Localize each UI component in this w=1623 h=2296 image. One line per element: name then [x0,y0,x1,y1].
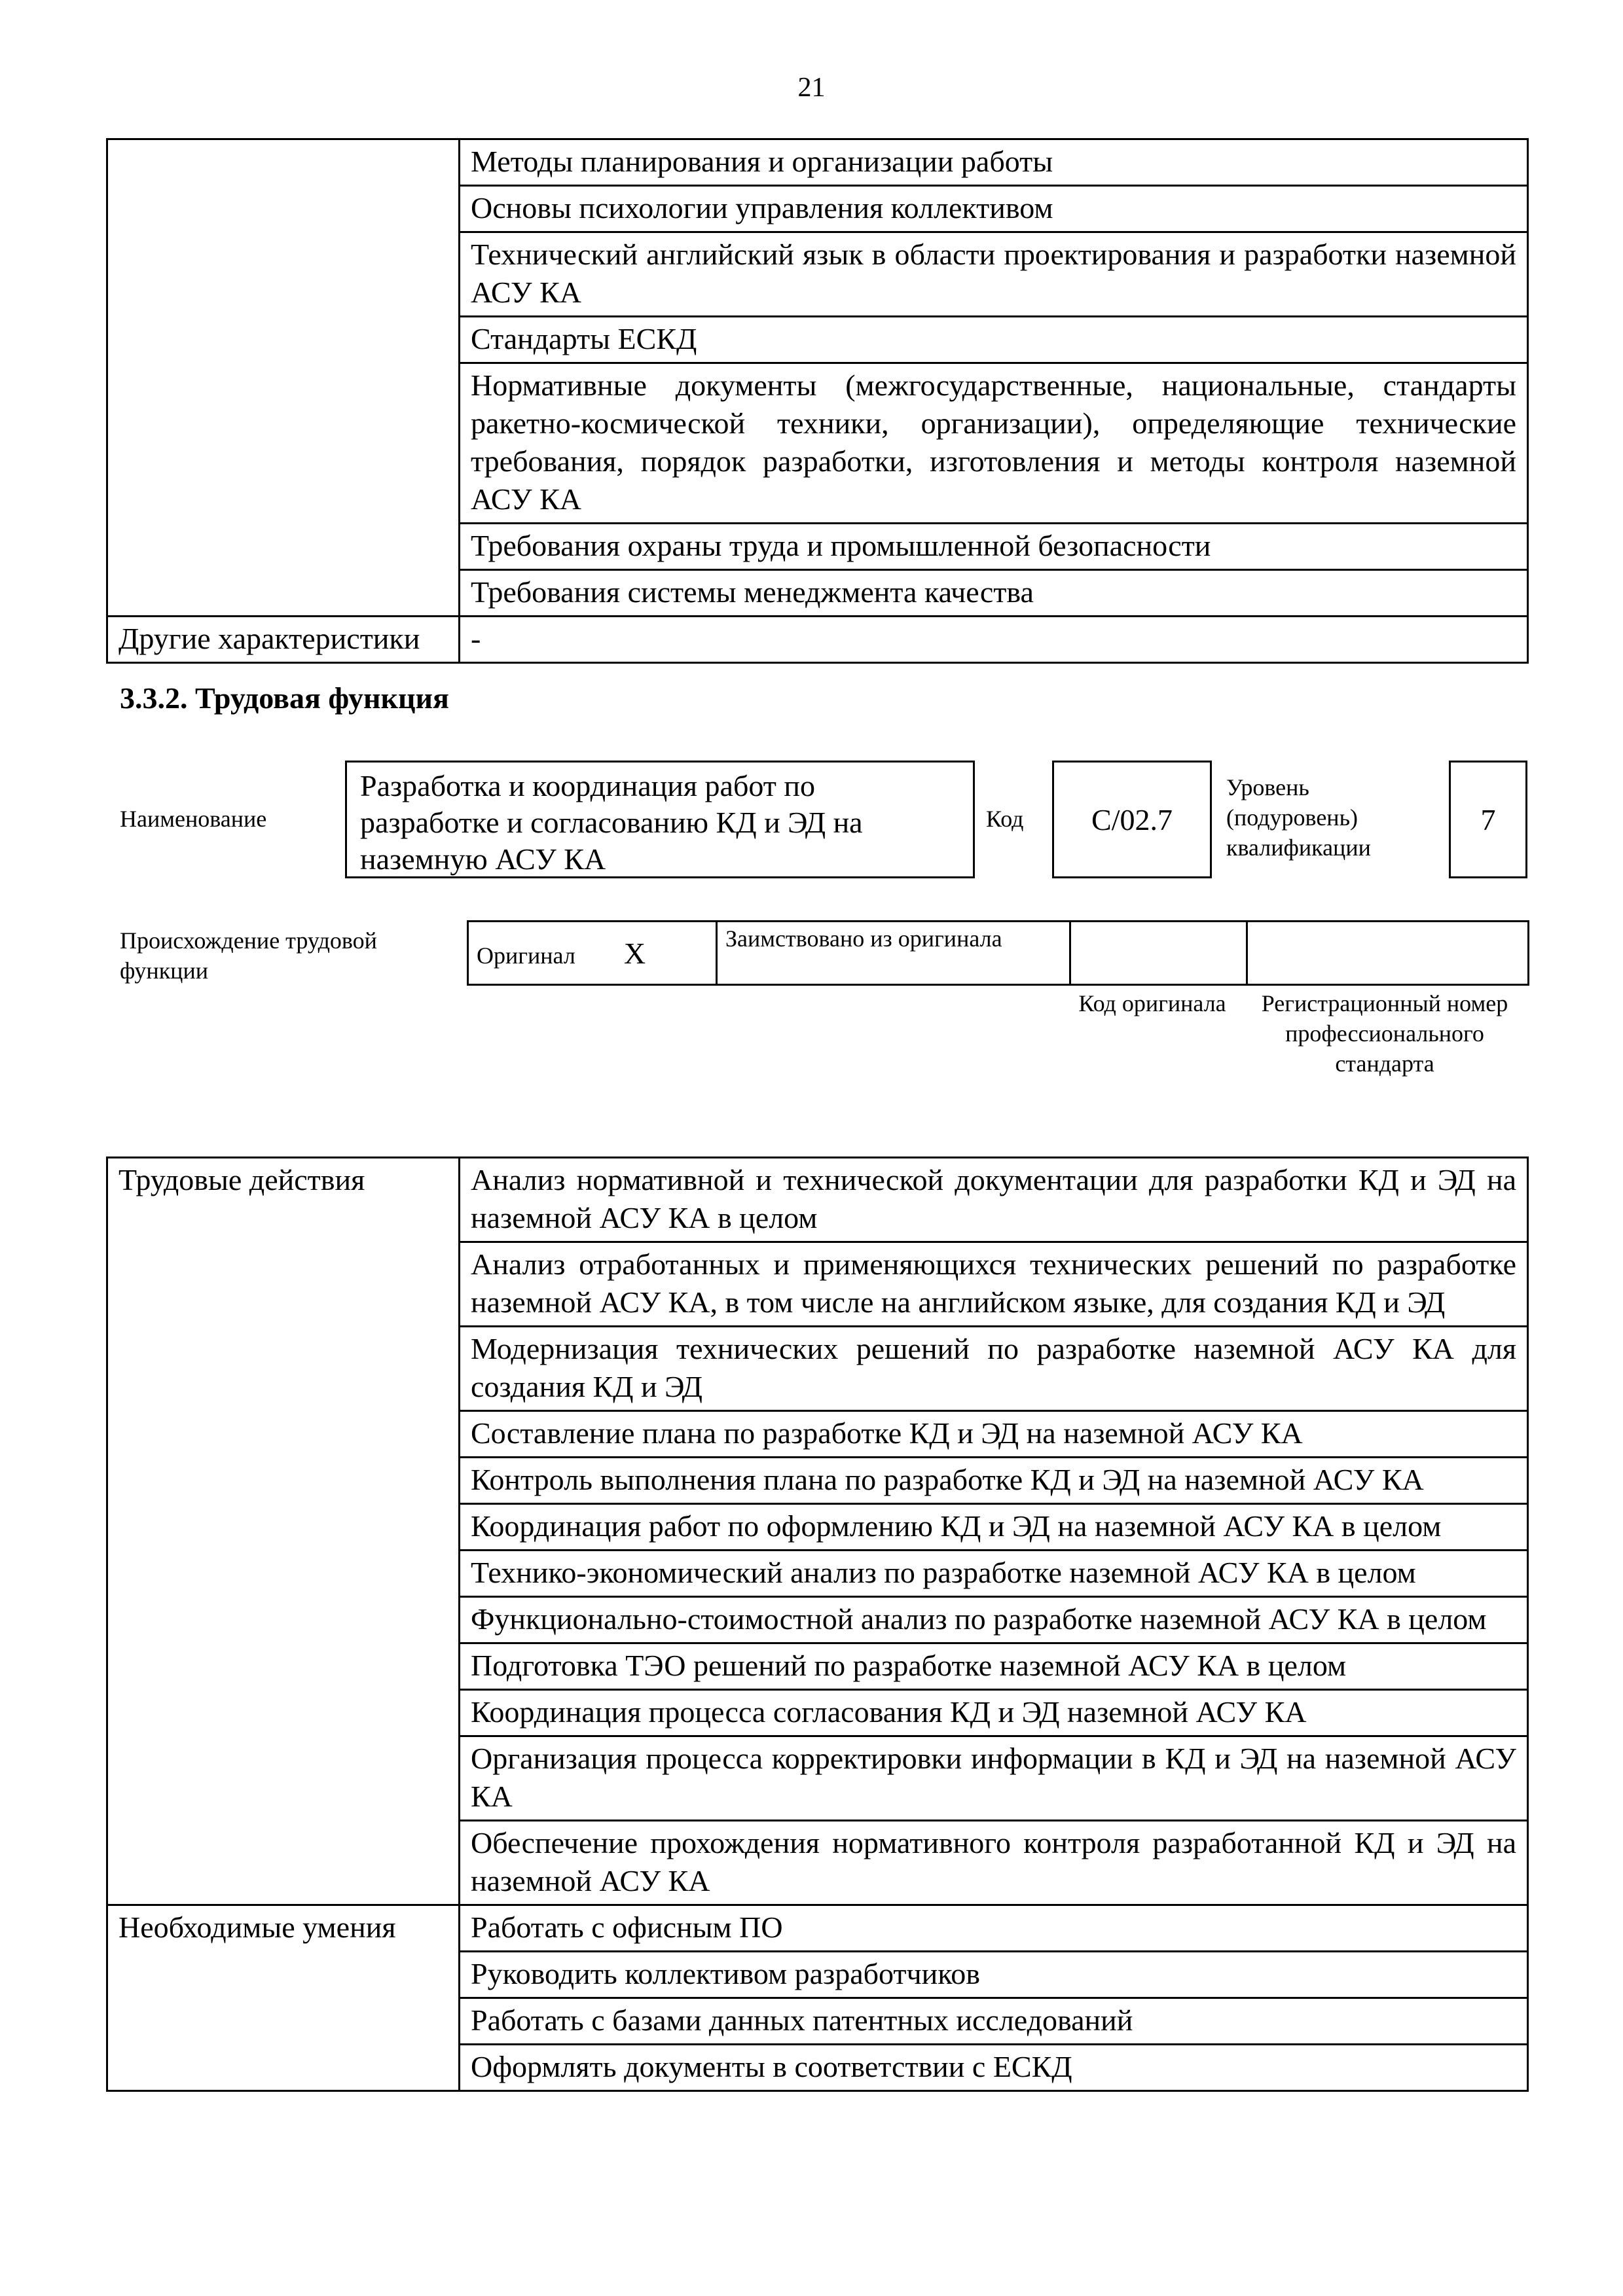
action-item: Координация процесса согласования КД и ЭД наземной АСУ КА [460,1690,1528,1736]
function-name-box [345,761,975,878]
action-item: Контроль выполнения плана по разработке КД и ЭД на наземной АСУ КА [460,1458,1528,1504]
code-value: C/02.7 [1091,802,1173,836]
action-item: Модернизация технических решений по разработке наземной АСУ КА для создания КД и ЭД [460,1327,1528,1411]
action-item: Анализ нормативной и технической документации для разработки КД и ЭД на наземной АСУ КА в целом [460,1158,1528,1242]
level-value: 7 [1480,802,1496,836]
original-cell [468,922,717,985]
code-label: Код [986,806,1024,832]
action-item: Обеспечение прохождения нормативного контроля разработанной КД и ЭД на наземной АСУ КА [460,1821,1528,1905]
original-label: Оригинал [477,942,575,969]
level-label: Уровень (подуровень) квалификации [1226,774,1371,861]
table-row [468,922,1529,985]
empty-label-cell [107,139,460,617]
other-characteristics-value: - [460,617,1528,663]
knowledge-item: Основы психологии управления коллективом [460,186,1528,232]
action-item: Координация работ по оформлению КД и ЭД на наземной АСУ КА в целом [460,1504,1528,1551]
section-title: 3.3.2. Трудовая функция [120,681,449,715]
knowledge-table [106,138,1529,664]
actions-label: Трудовые действия [107,1158,460,1905]
function-name-value: Разработка и координация работ по разработке и согласованию КД и ЭД на наземную АСУ КА [360,769,863,876]
skill-item: Руководить коллективом разработчиков [460,1952,1528,1998]
table-row [107,1905,1528,1952]
table-row [107,139,1528,186]
origin-label: Происхождение трудовой функции [120,927,377,984]
skill-item: Работать с базами данных патентных исследований [460,1998,1528,2045]
name-label: Наименование [120,806,267,832]
knowledge-item: Стандарты ЕСКД [460,317,1528,363]
table-row [107,617,1528,663]
origin-table [467,920,1529,986]
page-number: 21 [797,73,826,103]
original-mark: X [623,936,646,970]
registration-caption: Регистрационный номер профессионального стандарта [1261,990,1508,1077]
borrowed-label: Заимствовано из оригинала [717,922,1070,985]
level-box [1449,761,1527,878]
actions-table [106,1157,1529,2092]
action-item: Составление плана по разработке КД и ЭД на наземной АСУ КА [460,1411,1528,1458]
knowledge-item: Нормативные документы (межгосударственные, национальные, стандарты ракетно-космической техники, организации), определяющие технические требования, порядок разработки, изготовления и методы контроля наземной АСУ КА [460,363,1528,524]
skill-item: Работать с офисным ПО [460,1905,1528,1952]
action-item: Подготовка ТЭО решений по разработке наземной АСУ КА в целом [460,1643,1528,1690]
other-characteristics-label: Другие характеристики [107,617,460,663]
skills-label: Необходимые умения [107,1905,460,2091]
action-item: Анализ отработанных и применяющихся технических решений по разработке наземной АСУ КА, в том числе на английском языке, для создания КД и ЭД [460,1242,1528,1327]
action-item: Организация процесса корректировки информации в КД и ЭД на наземной АСУ КА [460,1736,1528,1821]
original-code-cell [1070,922,1247,985]
skill-item: Оформлять документы в соответствии с ЕСКД [460,2045,1528,2091]
table-row [107,1158,1528,1242]
action-item: Технико-экономический анализ по разработке наземной АСУ КА в целом [460,1551,1528,1597]
registration-number-cell [1247,922,1529,985]
code-caption: Код оригинала [1078,990,1226,1016]
action-item: Функционально-стоимостной анализ по разработке наземной АСУ КА в целом [460,1597,1528,1643]
knowledge-item: Методы планирования и организации работы [460,139,1528,186]
knowledge-item: Требования системы менеджмента качества [460,570,1528,617]
code-box [1052,761,1212,878]
knowledge-item: Технический английский язык в области проектирования и разработки наземной АСУ КА [460,232,1528,317]
knowledge-item: Требования охраны труда и промышленной безопасности [460,524,1528,570]
